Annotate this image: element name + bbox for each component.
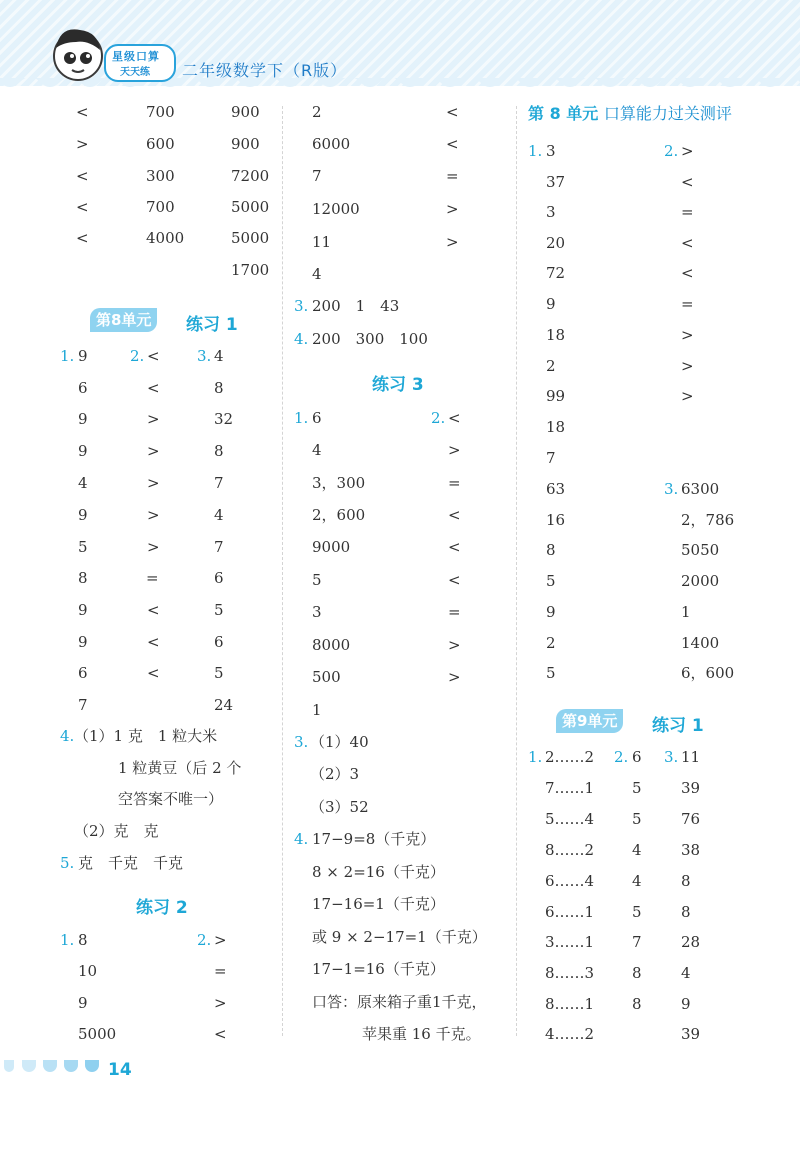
answer: = <box>448 474 461 492</box>
answer: 7 <box>78 696 88 714</box>
answer: 37 <box>546 173 566 191</box>
answer: 3……1 <box>545 933 595 951</box>
answer: = <box>446 167 459 185</box>
answer: 9 <box>78 994 88 1012</box>
answer: 5 <box>546 664 556 682</box>
answer: > <box>147 538 160 556</box>
answer: 8000 <box>312 636 351 654</box>
answer: 4 <box>214 506 224 524</box>
answer: < <box>214 1025 227 1043</box>
answer: 39 <box>681 1025 701 1043</box>
exercise2-title: 练习 2 <box>136 898 188 918</box>
unit9-tag: 第9单元 <box>556 709 623 733</box>
answer: 4 <box>312 265 322 283</box>
answer: 16 <box>546 511 566 529</box>
answer: 5000 <box>231 198 270 216</box>
footer-dot <box>4 1060 14 1072</box>
answer: < <box>446 103 459 121</box>
exercise1-title: 练习 1 <box>186 315 238 335</box>
unit9-exercise1-title: 练习 1 <box>652 716 704 736</box>
answer: > <box>446 200 459 218</box>
answer: 8 <box>546 541 556 559</box>
answer: < <box>76 103 89 121</box>
answer: 5 <box>214 664 224 682</box>
answer: < <box>76 167 89 185</box>
answer: 3 <box>546 142 556 160</box>
answer: 5000 <box>231 229 270 247</box>
mascot-icon <box>48 22 108 86</box>
answer: 7 <box>546 449 556 467</box>
answer: 17−9=8（千克） <box>312 830 436 848</box>
answer: < <box>681 264 694 282</box>
answer: > <box>681 387 694 405</box>
answer: < <box>76 198 89 216</box>
answer: 6……1 <box>545 903 595 921</box>
answer: < <box>448 571 461 589</box>
answer: > <box>214 931 227 949</box>
answer: 200 300 100 <box>312 330 428 348</box>
answer: 4 <box>632 841 642 859</box>
answer: 5 <box>632 779 642 797</box>
answer: < <box>446 135 459 153</box>
answer: > <box>147 506 160 524</box>
answer: < <box>448 506 461 524</box>
answer: > <box>681 326 694 344</box>
unit8-test-title <box>528 101 732 124</box>
answer: 2，786 <box>681 511 735 529</box>
answer: > <box>446 233 459 251</box>
page-number: 14 <box>108 1060 132 1080</box>
answer: （3）52 <box>310 798 369 816</box>
answer: 8……3 <box>545 964 595 982</box>
book-title: 二年级数学下（R版） <box>182 61 348 80</box>
answer: 900 <box>231 103 260 121</box>
answer: = <box>214 962 227 980</box>
question-number: 1. <box>60 931 75 949</box>
answer: 2 <box>546 357 556 375</box>
answer: 8 <box>632 964 642 982</box>
answer: 9000 <box>312 538 351 556</box>
question-number: 4. <box>294 330 309 348</box>
answer: 空答案不唯一） <box>118 790 224 808</box>
answer: 12000 <box>312 200 360 218</box>
answer: 1700 <box>231 261 270 279</box>
answer: < <box>448 538 461 556</box>
answer: 17−1=16（千克） <box>312 960 445 978</box>
answer: 8 <box>681 872 691 890</box>
answer: 6 <box>632 748 642 766</box>
question-number: 3. <box>664 480 679 498</box>
answer: > <box>448 441 461 459</box>
answer: 8 <box>681 903 691 921</box>
answer: 300 <box>146 167 175 185</box>
answer: 8……2 <box>545 841 595 859</box>
question-number: 4. <box>60 727 75 745</box>
answer: < <box>147 664 160 682</box>
answer: 或 9 × 2−17=1（千克） <box>312 928 487 946</box>
answer: 500 <box>312 668 341 686</box>
logo-line2: 天天练 <box>120 67 150 78</box>
answer: 8 <box>78 569 88 587</box>
footer-dot <box>85 1060 99 1072</box>
question-number: 4. <box>294 830 309 848</box>
answer: （1）40 <box>310 733 369 751</box>
question-number: 2. <box>197 931 212 949</box>
answer: 700 <box>146 198 175 216</box>
answer: 4 <box>214 347 224 365</box>
question-number: 1. <box>294 409 309 427</box>
answer: > <box>214 994 227 1012</box>
answer: 7 <box>214 538 224 556</box>
question-number: 1. <box>528 142 543 160</box>
answer: 4 <box>78 474 88 492</box>
answer: > <box>147 442 160 460</box>
answer: < <box>147 633 160 651</box>
answer: = <box>681 295 694 313</box>
answer: < <box>147 347 160 365</box>
answer: > <box>681 357 694 375</box>
answer: 7200 <box>231 167 270 185</box>
answer: 76 <box>681 810 701 828</box>
unit8-test-label: 第 8 单元 <box>528 104 599 123</box>
answer: 24 <box>214 696 234 714</box>
answer: 9 <box>546 295 556 313</box>
answer: 5 <box>214 601 224 619</box>
exercise3-title: 练习 3 <box>372 375 424 395</box>
column-divider <box>282 106 283 1036</box>
brand-logo <box>104 44 176 82</box>
answer: > <box>147 474 160 492</box>
unit8-tag: 第8单元 <box>90 308 157 332</box>
answer: 9 <box>78 506 88 524</box>
answer: 1 <box>312 701 322 719</box>
answer: 5000 <box>78 1025 117 1043</box>
answer: 5050 <box>681 541 720 559</box>
answer: 700 <box>146 103 175 121</box>
answer: > <box>76 135 89 153</box>
answer: 8 <box>632 995 642 1013</box>
answer: 5……4 <box>545 810 595 828</box>
answer: 6300 <box>681 480 720 498</box>
question-number: 3. <box>664 748 679 766</box>
answer: 6000 <box>312 135 351 153</box>
answer: < <box>448 409 461 427</box>
answer: 63 <box>546 480 566 498</box>
answer: 1 <box>681 603 691 621</box>
question-number: 5. <box>60 854 75 872</box>
answer: 4000 <box>146 229 185 247</box>
answer: 11 <box>681 748 701 766</box>
answer: 9 <box>78 601 88 619</box>
footer-dot <box>22 1060 36 1072</box>
question-number: 1. <box>528 748 543 766</box>
answer: < <box>147 379 160 397</box>
answer: 6 <box>78 379 88 397</box>
answer: 2，600 <box>312 506 366 524</box>
answer: 99 <box>546 387 566 405</box>
answer: 4 <box>312 441 322 459</box>
answer: 6 <box>312 409 322 427</box>
answer: 39 <box>681 779 701 797</box>
answer: 7 <box>214 474 224 492</box>
answer: 20 <box>546 234 566 252</box>
answer: 苹果重 16 千克。 <box>362 1025 481 1043</box>
answer: 32 <box>214 410 234 428</box>
answer: （2）3 <box>310 765 360 783</box>
question-number: 3. <box>197 347 212 365</box>
answer: > <box>448 668 461 686</box>
question-number: 3. <box>294 733 309 751</box>
answer: 28 <box>681 933 701 951</box>
answer: 8 × 2=16（千克） <box>312 863 445 881</box>
answer: 7 <box>632 933 642 951</box>
answer: 5 <box>78 538 88 556</box>
answer: < <box>681 173 694 191</box>
answer: 8……1 <box>545 995 595 1013</box>
answer: 7……1 <box>545 779 595 797</box>
answer: 9 <box>78 347 88 365</box>
answer: 2 <box>312 103 322 121</box>
answer: = <box>681 203 694 221</box>
answer: 11 <box>312 233 332 251</box>
answer: 5 <box>312 571 322 589</box>
answer: 3 <box>312 603 322 621</box>
answer: 2 <box>546 634 556 652</box>
answer: < <box>147 601 160 619</box>
question-number: 1. <box>60 347 75 365</box>
answer: 6 <box>214 633 224 651</box>
answer: 6 <box>214 569 224 587</box>
answer: 72 <box>546 264 566 282</box>
answer: 1400 <box>681 634 720 652</box>
unit8-test-subtitle: 口算能力过关测评 <box>603 104 732 123</box>
question-number: 2. <box>431 409 446 427</box>
answer: 4 <box>681 964 691 982</box>
answer: 3，300 <box>312 474 366 492</box>
answer: 600 <box>146 135 175 153</box>
answer: 6……4 <box>545 872 595 890</box>
answer: 10 <box>78 962 98 980</box>
answer: 8 <box>214 442 224 460</box>
answer: 4……2 <box>545 1025 595 1043</box>
answer: 9 <box>78 410 88 428</box>
answer: 5 <box>632 903 642 921</box>
answer: 9 <box>546 603 556 621</box>
footer-dot <box>64 1060 78 1072</box>
answer: 7 <box>312 167 322 185</box>
answer: = <box>448 603 461 621</box>
logo-line1: 星级口算 <box>112 50 160 63</box>
answer: 3 <box>546 203 556 221</box>
answer: 9 <box>78 633 88 651</box>
answer: > <box>448 636 461 654</box>
question-number: 2. <box>614 748 629 766</box>
answer: 9 <box>78 442 88 460</box>
answer: 900 <box>231 135 260 153</box>
answer: 5 <box>546 572 556 590</box>
answer: 5 <box>632 810 642 828</box>
answer: 9 <box>681 995 691 1013</box>
answer: 18 <box>546 418 566 436</box>
answer: 200 1 43 <box>312 297 400 315</box>
answer: 6 <box>78 664 88 682</box>
answer: < <box>681 234 694 252</box>
question-number: 3. <box>294 297 309 315</box>
answer: < <box>76 229 89 247</box>
question-number: 2. <box>130 347 145 365</box>
answer: 口答：原来箱子重1千克， <box>312 993 487 1011</box>
footer-dot <box>43 1060 57 1072</box>
answer: > <box>681 142 694 160</box>
answer: （2）克 克 <box>74 822 159 840</box>
answer: 2……2 <box>545 748 595 766</box>
answer: = <box>146 569 159 587</box>
answer: 1 粒黄豆（后 2 个 <box>118 759 242 777</box>
answer: 4 <box>632 872 642 890</box>
answer: 8 <box>78 931 88 949</box>
answer: （1）1 克 1 粒大米 <box>74 727 218 745</box>
answer: 6，600 <box>681 664 735 682</box>
answer: 克 千克 千克 <box>78 854 184 872</box>
answer: 38 <box>681 841 701 859</box>
answer: 17−16=1（千克） <box>312 895 445 913</box>
answer: 18 <box>546 326 566 344</box>
question-number: 2. <box>664 142 679 160</box>
answer: 8 <box>214 379 224 397</box>
answer: > <box>147 410 160 428</box>
column-divider <box>516 106 517 1036</box>
answer: 2000 <box>681 572 720 590</box>
